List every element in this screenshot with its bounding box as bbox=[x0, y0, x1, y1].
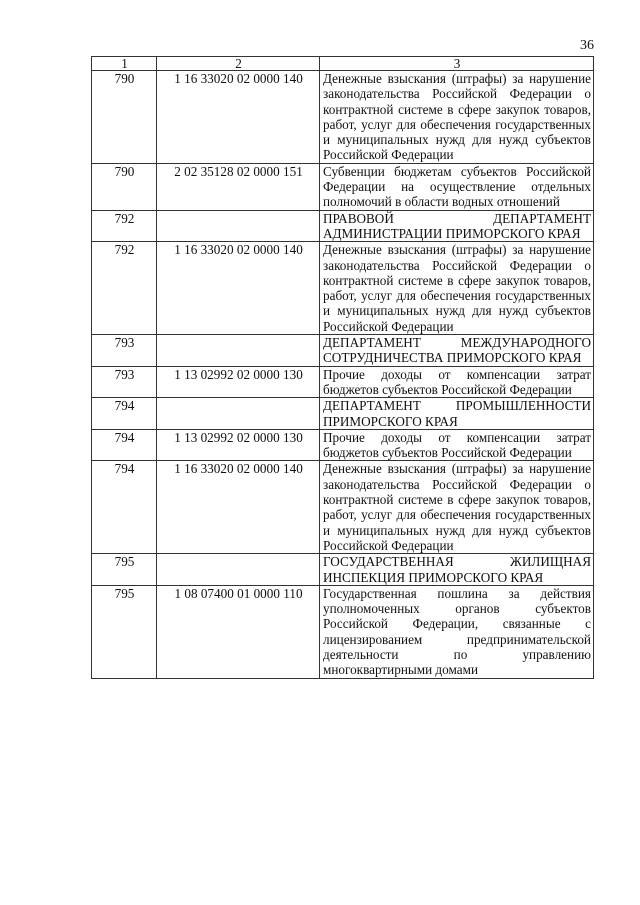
admin-code-cell: 794 bbox=[92, 461, 157, 554]
admin-code-cell: 795 bbox=[92, 554, 157, 586]
admin-code-cell: 793 bbox=[92, 366, 157, 398]
admin-code-cell: 795 bbox=[92, 585, 157, 678]
revenue-name-cell: Прочие доходы от компенсации затрат бюджетов субъектов Российской Федерации bbox=[320, 366, 594, 398]
budget-code-cell: 1 16 33020 02 0000 140 bbox=[157, 242, 320, 335]
table-row bbox=[92, 461, 594, 554]
table-row bbox=[92, 366, 594, 398]
column-header-admin: 1 bbox=[92, 57, 157, 71]
budget-code-cell: 2 02 35128 02 0000 151 bbox=[157, 163, 320, 210]
table-row bbox=[92, 335, 594, 367]
budget-code-cell bbox=[157, 398, 320, 430]
column-header-code: 2 bbox=[157, 57, 320, 71]
revenue-name-cell: Прочие доходы от компенсации затрат бюджетов субъектов Российской Федерации bbox=[320, 429, 594, 461]
table-row bbox=[92, 163, 594, 210]
department-name-cell: ПРАВОВОЙ ДЕПАРТАМЕНТ АДМИНИСТРАЦИИ ПРИМОРСКОГО КРАЯ bbox=[320, 210, 594, 242]
revenue-name-cell: Государственная пошлина за действия уполномоченных органов субъектов Российской Федерации, связанные с лицензированием предпринимательской деятельности по управлению многоквартирными домами bbox=[320, 585, 594, 678]
table-row bbox=[92, 210, 594, 242]
table-row bbox=[92, 71, 594, 164]
page-number: 36 bbox=[580, 38, 594, 53]
budget-code-cell: 1 13 02992 02 0000 130 bbox=[157, 429, 320, 461]
table-row bbox=[92, 242, 594, 335]
admin-code-cell: 792 bbox=[92, 210, 157, 242]
table-row bbox=[92, 585, 594, 678]
department-name-cell: ДЕПАРТАМЕНТ ПРОМЫШЛЕННОСТИ ПРИМОРСКОГО КРАЯ bbox=[320, 398, 594, 430]
table-row bbox=[92, 398, 594, 430]
budget-code-cell bbox=[157, 210, 320, 242]
revenue-name-cell: Субвенции бюджетам субъектов Российской Федерации на осуществление отдельных полномочий в области водных отношений bbox=[320, 163, 594, 210]
revenue-name-cell: Денежные взыскания (штрафы) за нарушение законодательства Российской Федерации о контрактной системе в сфере закупок товаров, работ, услуг для обеспечения государственных и муниципальных нужд для нужд субъектов Российской Федерации bbox=[320, 461, 594, 554]
department-name-cell: ДЕПАРТАМЕНТ МЕЖДУНАРОДНОГО СОТРУДНИЧЕСТВА ПРИМОРСКОГО КРАЯ bbox=[320, 335, 594, 367]
budget-code-cell bbox=[157, 335, 320, 367]
budget-code-cell: 1 16 33020 02 0000 140 bbox=[157, 461, 320, 554]
admin-code-cell: 792 bbox=[92, 242, 157, 335]
admin-code-cell: 790 bbox=[92, 163, 157, 210]
table-header-row bbox=[92, 57, 594, 71]
budget-code-cell: 1 08 07400 01 0000 110 bbox=[157, 585, 320, 678]
revenue-name-cell: Денежные взыскания (штрафы) за нарушение законодательства Российской Федерации о контрактной системе в сфере закупок товаров, работ, услуг для обеспечения государственных и муниципальных нужд для нужд субъектов Российской Федерации bbox=[320, 71, 594, 164]
admin-code-cell: 794 bbox=[92, 429, 157, 461]
column-header-name: 3 bbox=[320, 57, 594, 71]
admin-code-cell: 793 bbox=[92, 335, 157, 367]
table-row bbox=[92, 429, 594, 461]
admin-code-cell: 794 bbox=[92, 398, 157, 430]
budget-code-cell: 1 13 02992 02 0000 130 bbox=[157, 366, 320, 398]
revenue-name-cell: Денежные взыскания (штрафы) за нарушение законодательства Российской Федерации о контрактной системе в сфере закупок товаров, работ, услуг для обеспечения государственных и муниципальных нужд для нужд субъектов Российской Федерации bbox=[320, 242, 594, 335]
admin-code-cell: 790 bbox=[92, 71, 157, 164]
department-name-cell: ГОСУДАРСТВЕННАЯ ЖИЛИЩНАЯ ИНСПЕКЦИЯ ПРИМОРСКОГО КРАЯ bbox=[320, 554, 594, 586]
table-row bbox=[92, 554, 594, 586]
budget-code-cell: 1 16 33020 02 0000 140 bbox=[157, 71, 320, 164]
budget-code-cell bbox=[157, 554, 320, 586]
revenue-classification-table bbox=[91, 56, 594, 679]
